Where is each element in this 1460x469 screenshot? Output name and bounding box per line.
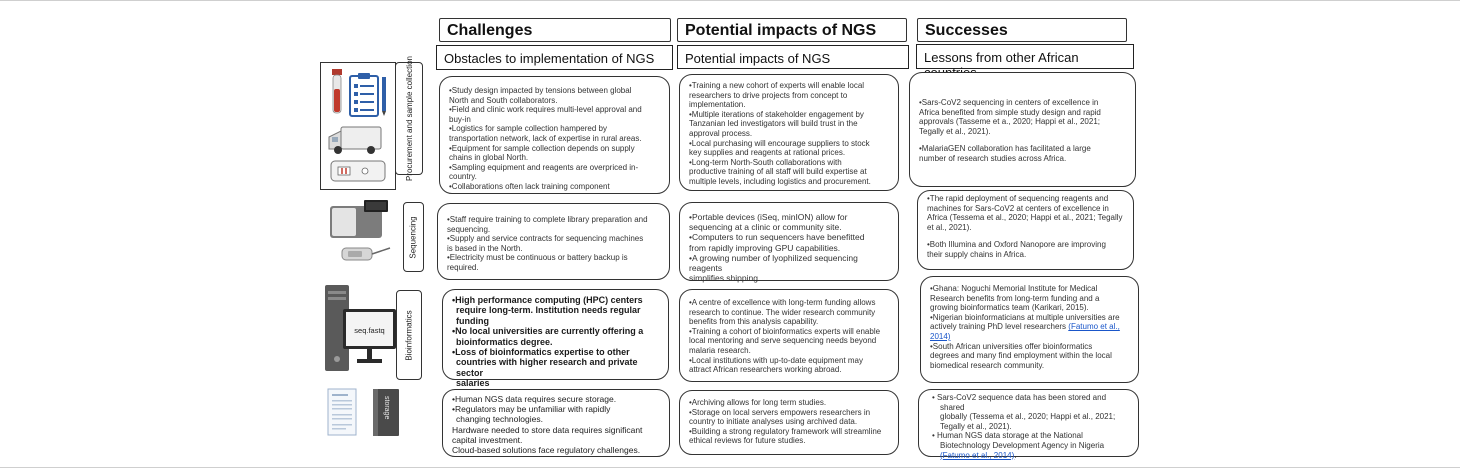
- text-line: their supply chains in Africa.: [927, 249, 1027, 259]
- text-line: degrees and many find employment within the local: [930, 351, 1112, 361]
- text-fragment: actively training PhD level researchers: [930, 322, 1069, 332]
- text-line: chains in global North.: [449, 153, 529, 163]
- text-line: •Archiving allows for long term studies.: [689, 398, 827, 407]
- storage-icon-panel: [327, 388, 402, 438]
- cell-sequencing-impacts: [679, 202, 899, 284]
- text-line: productive training of all staff will build expertise at: [689, 167, 867, 177]
- delivery-van-icon: [329, 127, 381, 154]
- text-line: •Field and clinic work requires multi-level approval and: [449, 105, 642, 115]
- text-line: •Multiple iterations of stakeholder engagement by: [689, 109, 864, 119]
- text-line: key supplies and reagents at rational prices.: [689, 148, 846, 158]
- text-line: Tanzanian led investigators will build trust in the: [689, 119, 858, 129]
- bioinformatics-icon-panel: [323, 283, 398, 373]
- cell-sequencing-successes: [917, 190, 1134, 270]
- text-line: •Logistics for sample collection hampered by: [449, 124, 607, 134]
- text-fragment: .: [1014, 450, 1017, 460]
- text-line: •No local universities are currently offering a: [452, 326, 644, 337]
- pen-icon: [382, 77, 386, 116]
- text-line: changing technologies.: [456, 414, 543, 425]
- text-line: •High performance computing (HPC) centers: [452, 295, 643, 305]
- text-line: simplifies shipping.: [689, 273, 761, 284]
- text-line: malaria research.: [689, 345, 751, 355]
- cell-procurement-successes: [909, 72, 1136, 187]
- row-label-procurement: [395, 56, 423, 181]
- text-line: Tegally et al., 2021).: [940, 421, 1012, 431]
- row-label-procurement-text: Procurement and sample collection: [404, 56, 414, 181]
- cell-storage-successes: [918, 389, 1139, 460]
- text-line: benefits from this analysis capability.: [689, 317, 819, 327]
- text-line: country.: [449, 172, 477, 182]
- text-line: research to continue. The wider research community: [689, 307, 876, 317]
- header-successes: Successes: [917, 18, 1127, 42]
- clipboard-icon: [350, 73, 378, 116]
- text-line-with-link: [930, 332, 1129, 342]
- text-line: •Study design impacted by tensions between global: [449, 86, 632, 95]
- monitor-icon: [343, 309, 396, 363]
- text-line: •Regulators may be unfamiliar with rapidly: [452, 404, 611, 415]
- text-line: buy-in: [449, 114, 471, 124]
- text-line: attract African researchers working abroad.: [689, 365, 842, 375]
- text-line: multiple levels, including logistics and procurement.: [689, 176, 871, 186]
- citation-link[interactable]: (Fatumo et al., 2014): [940, 450, 1015, 460]
- sequencing-icon-panel: [328, 198, 394, 270]
- text-line: bioinformatics degree.: [456, 336, 553, 347]
- subheader-impacts: Potential impacts of NGS: [677, 45, 909, 69]
- text-line: number of research studies across Africa.: [919, 153, 1067, 163]
- procurement-icon-panel: [320, 62, 396, 190]
- text-line: •Human NGS data requires secure storage.: [452, 394, 617, 404]
- text-line: •Supply and service contracts for sequencing machines: [447, 234, 644, 244]
- subheader-successes: Lessons from other African: [916, 44, 1134, 69]
- text-line: Tegally et al., 2021).: [919, 126, 991, 136]
- text-line: •Ghana: Noguchi Memorial Institute for Medical: [930, 284, 1098, 293]
- cell-bioinformatics-challenges: [442, 289, 669, 389]
- text-line: sequencing at a clinic or community site.: [689, 222, 842, 233]
- text-line: country to initiate analyses using archived data.: [689, 417, 858, 427]
- text-line-with-link: [930, 322, 1129, 332]
- citation-link[interactable]: 2014): [930, 331, 951, 341]
- text-line: •Sars-CoV2 sequencing in centers of excellence in: [919, 98, 1099, 107]
- text-line: •Computers to run sequencers have benefitted: [689, 232, 865, 243]
- text-line: from rapidly improving GPU capabilities.: [689, 242, 841, 253]
- text-line: •MalariaGEN collaboration has facilitated a large: [919, 144, 1091, 154]
- text-line: ethical reviews for future studies.: [689, 436, 806, 446]
- text-line: biomedical research community.: [930, 360, 1045, 370]
- cell-storage-challenges: [442, 389, 670, 457]
- header-impacts: Potential impacts of NGS: [677, 18, 907, 42]
- text-line: local mentoring and serve sequencing needs beyond: [689, 336, 877, 346]
- text-line: sequencing.: [447, 224, 491, 234]
- text-line: funding: [456, 315, 489, 326]
- text-line: •Collaborations often lack training component: [449, 181, 610, 191]
- text-line: Biotechnology Development Agency in Nigeria: [940, 440, 1105, 450]
- row-label-sequencing-text: Sequencing: [409, 215, 419, 259]
- cell-storage-impacts: [679, 390, 899, 455]
- text-line: •Equipment for sample collection depends on supply: [449, 143, 635, 153]
- text-line: •Electricity must be continuous or battery backup is: [447, 253, 628, 263]
- text-line: •Long-term North-South collaborations with: [689, 157, 842, 167]
- text-line: countries with higher research and private sector: [456, 357, 638, 378]
- text-line: •South African universities offer bioinformatics: [930, 341, 1093, 351]
- text-line-with-link: [928, 451, 1129, 461]
- subheader-challenges: Obstacles to implementation of NGS: [436, 45, 673, 70]
- text-line: require long-term. Institution needs regular: [456, 305, 641, 316]
- row-label-bioinformatics-text: Bioinformatics: [404, 309, 414, 361]
- text-line: approvals (Tasseme et a., 2020; Happi et al., 2021;: [919, 117, 1100, 127]
- text-line: •Local purchasing will encourage suppliers to stock: [689, 138, 870, 148]
- text-line: • Human NGS data storage at the National: [932, 431, 1083, 441]
- text-line: salaries: [456, 378, 490, 389]
- text-line: researchers to drive projects from concept to: [689, 90, 848, 100]
- text-line: implementation.: [689, 100, 746, 110]
- text-line: required.: [447, 262, 479, 272]
- row-label-bioinformatics: [396, 290, 422, 380]
- text-line: globally (Tessema et al., 2020; Happi et al., 2021;: [940, 412, 1116, 422]
- text-line: approval process.: [689, 128, 753, 138]
- text-line: • Sars-CoV2 sequence data has been stored and shared: [932, 393, 1107, 412]
- text-line: •A growing number of lyophilized sequencing reagents: [689, 252, 858, 274]
- text-line: is based in the North.: [447, 243, 523, 253]
- text-line: •The rapid deployment of sequencing reagents and: [927, 194, 1109, 203]
- text-line: •Nigerian bioinformaticians at multiple universities are: [930, 312, 1120, 322]
- bottom-rule: [0, 467, 1460, 468]
- text-line: growing bioinformatics team (Karikari, 2015).: [930, 303, 1089, 313]
- server-text: storage: [383, 396, 390, 420]
- text-line: Hardware needed to store data requires significant: [452, 424, 643, 435]
- text-line: •Sampling equipment and reagents are overpriced in-: [449, 162, 639, 172]
- text-line: Cloud-based solutions face regulatory challenges.: [452, 445, 641, 456]
- text-line: North and South collaborators.: [449, 95, 558, 105]
- document-icon: [328, 389, 356, 435]
- top-rule: [0, 0, 1460, 1]
- text-line: Africa benefited from simple study design and rapid: [919, 107, 1101, 117]
- text-line: •Storage on local servers empowers researchers in: [689, 407, 871, 417]
- monitor-text: seq.fastq: [354, 326, 385, 335]
- text-line: •Staff require training to complete library preparation and: [447, 215, 648, 224]
- header-challenges: Challenges: [439, 18, 671, 42]
- minion-device-icon: [342, 248, 390, 260]
- cell-bioinformatics-successes: [920, 276, 1139, 383]
- text-line: capital investment.: [452, 434, 523, 445]
- sample-kit-icon: [331, 161, 385, 181]
- text-line: •Training a cohort of bioinformatics experts will enable: [689, 326, 881, 336]
- text-line: •Local institutions with up-to-date equipment may: [689, 355, 864, 365]
- text-line: et al., 2021).: [927, 222, 972, 232]
- text-line: •Both Illumina and Oxford Nanopore are improving: [927, 240, 1106, 250]
- text-line: •Portable devices (iSeq, minION) allow for: [689, 212, 848, 222]
- blood-tube-icon: [332, 69, 342, 113]
- row-label-sequencing: [403, 202, 424, 272]
- cell-procurement-challenges: [439, 76, 670, 194]
- text-line: Africa (Tessema et al., 2020; Happi et al., 2021; Tegally: [927, 213, 1123, 223]
- text-line: •Training a new cohort of experts will enable local: [689, 81, 865, 90]
- cell-procurement-impacts: [679, 74, 899, 191]
- server-icon: [373, 389, 399, 436]
- citation-link[interactable]: (Fatumo et al.,: [1068, 322, 1120, 332]
- cell-sequencing-challenges: [437, 203, 670, 280]
- text-line: machines for Sars-CoV2 at centers of excellence in: [927, 203, 1109, 213]
- text-line: Research benefits from long-term funding and a: [930, 293, 1100, 303]
- sequencer-machine-icon: [330, 200, 388, 238]
- text-line: •A centre of excellence with long-term funding allows: [689, 298, 876, 307]
- text-line: transportation network, lack of expertise in rural areas.: [449, 133, 642, 143]
- text-line: •Building a strong regulatory framework will streamline: [689, 426, 882, 436]
- cell-bioinformatics-impacts: [679, 289, 899, 382]
- text-line: •Loss of bioinformatics expertise to other: [452, 347, 630, 358]
